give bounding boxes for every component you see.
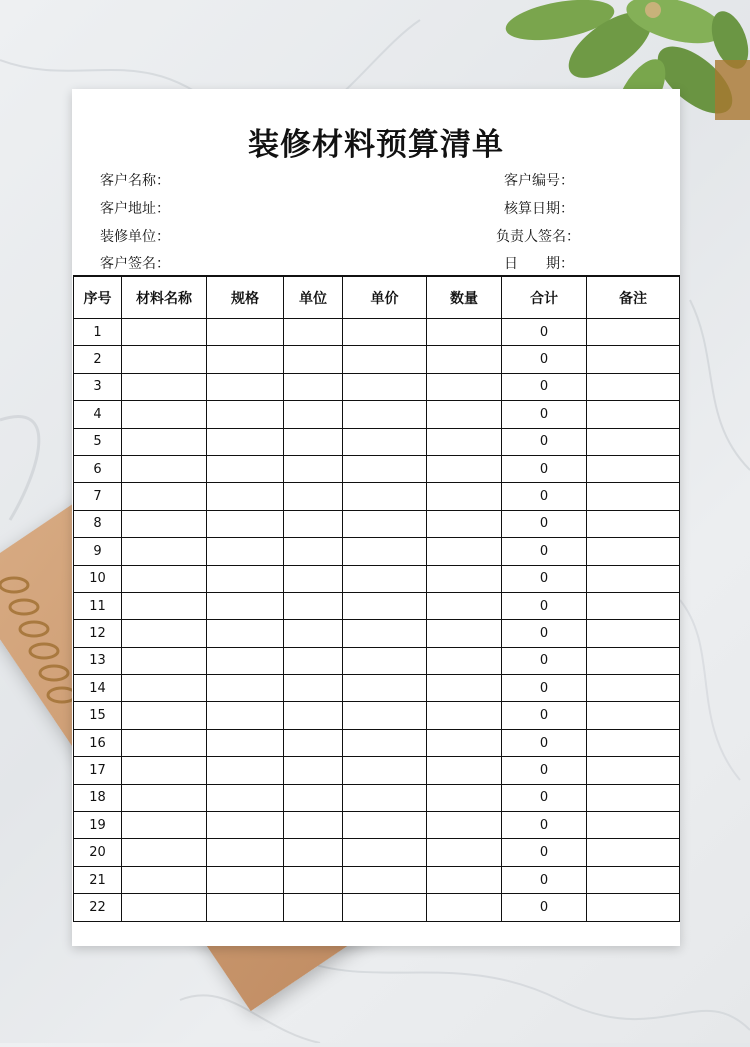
- row-total-cell: 0: [502, 483, 587, 510]
- customer-number-label: 客户编号：: [504, 173, 574, 189]
- table-cell[interactable]: [587, 894, 680, 921]
- customer-address-label: 客户地址：: [100, 201, 170, 217]
- table-cell[interactable]: [343, 757, 427, 784]
- row-total-cell: 0: [502, 647, 587, 674]
- row-total-cell: 0: [502, 319, 587, 346]
- table-row: [74, 894, 680, 921]
- table-row: [74, 373, 680, 400]
- row-number-cell: 2: [74, 346, 122, 373]
- table-cell[interactable]: [122, 812, 207, 839]
- table-cell[interactable]: [207, 675, 284, 702]
- table-cell[interactable]: [284, 455, 343, 482]
- header-unit-price: 单价: [343, 276, 427, 319]
- row-number-cell: 12: [74, 620, 122, 647]
- table-row: [74, 784, 680, 811]
- table-cell[interactable]: [122, 729, 207, 756]
- table-cell[interactable]: [427, 729, 502, 756]
- table-cell[interactable]: [207, 455, 284, 482]
- table-cell[interactable]: [284, 483, 343, 510]
- row-number-cell: 8: [74, 510, 122, 537]
- table-cell[interactable]: [122, 565, 207, 592]
- table-cell[interactable]: [427, 401, 502, 428]
- table-cell[interactable]: [343, 647, 427, 674]
- row-number-cell: 20: [74, 839, 122, 866]
- table-cell[interactable]: [284, 538, 343, 565]
- table-row: [74, 346, 680, 373]
- table-cell[interactable]: [122, 346, 207, 373]
- table-cell[interactable]: [427, 894, 502, 921]
- table-cell[interactable]: [587, 373, 680, 400]
- row-number-cell: 22: [74, 894, 122, 921]
- row-number-cell: 21: [74, 866, 122, 893]
- row-number-cell: 10: [74, 565, 122, 592]
- table-cell[interactable]: [587, 757, 680, 784]
- table-row: [74, 729, 680, 756]
- table-cell[interactable]: [122, 620, 207, 647]
- table-cell[interactable]: [587, 784, 680, 811]
- table-cell[interactable]: [122, 839, 207, 866]
- table-cell[interactable]: [343, 812, 427, 839]
- header-quantity: 数量: [427, 276, 502, 319]
- table-row: [74, 483, 680, 510]
- table-cell[interactable]: [207, 620, 284, 647]
- table-cell[interactable]: [207, 319, 284, 346]
- table-cell[interactable]: [122, 784, 207, 811]
- table-cell[interactable]: [207, 483, 284, 510]
- table-row: [74, 319, 680, 346]
- table-cell[interactable]: [284, 839, 343, 866]
- table-cell[interactable]: [587, 401, 680, 428]
- table-row: [74, 757, 680, 784]
- table-row: [74, 592, 680, 619]
- table-cell[interactable]: [427, 812, 502, 839]
- table-cell[interactable]: [284, 373, 343, 400]
- customer-name-label: 客户名称：: [100, 173, 170, 189]
- table-row: [74, 675, 680, 702]
- table-cell[interactable]: [207, 729, 284, 756]
- table-cell[interactable]: [207, 510, 284, 537]
- table-cell[interactable]: [207, 757, 284, 784]
- table-cell[interactable]: [122, 401, 207, 428]
- header-serial-no: 序号: [74, 276, 122, 319]
- table-row: [74, 401, 680, 428]
- contractor-label: 装修单位：: [100, 229, 170, 245]
- table-cell[interactable]: [427, 757, 502, 784]
- table-cell[interactable]: [343, 729, 427, 756]
- table-cell[interactable]: [207, 866, 284, 893]
- table-cell[interactable]: [343, 319, 427, 346]
- table-cell[interactable]: [207, 346, 284, 373]
- table-cell[interactable]: [587, 675, 680, 702]
- table-cell[interactable]: [587, 702, 680, 729]
- table-cell[interactable]: [343, 346, 427, 373]
- row-number-cell: 18: [74, 784, 122, 811]
- row-number-cell: 16: [74, 729, 122, 756]
- row-total-cell: 0: [502, 373, 587, 400]
- table-cell[interactable]: [587, 346, 680, 373]
- table-cell[interactable]: [284, 647, 343, 674]
- table-cell[interactable]: [343, 483, 427, 510]
- row-total-cell: 0: [502, 538, 587, 565]
- table-cell[interactable]: [587, 428, 680, 455]
- table-cell[interactable]: [207, 647, 284, 674]
- table-cell[interactable]: [587, 647, 680, 674]
- table-row: [74, 428, 680, 455]
- table-cell[interactable]: [587, 812, 680, 839]
- table-cell[interactable]: [343, 894, 427, 921]
- table-row: [74, 812, 680, 839]
- table-cell[interactable]: [587, 839, 680, 866]
- table-cell[interactable]: [427, 565, 502, 592]
- table-cell[interactable]: [207, 538, 284, 565]
- table-row: [74, 839, 680, 866]
- table-row: [74, 620, 680, 647]
- table-cell[interactable]: [122, 455, 207, 482]
- table-cell[interactable]: [284, 675, 343, 702]
- table-cell[interactable]: [343, 675, 427, 702]
- date-label: 日 期：: [504, 256, 574, 272]
- header-total: 合计: [502, 276, 587, 319]
- header-remarks: 备注: [587, 276, 680, 319]
- table-cell[interactable]: [122, 428, 207, 455]
- table-cell[interactable]: [587, 455, 680, 482]
- table-cell[interactable]: [427, 538, 502, 565]
- table-cell[interactable]: [427, 839, 502, 866]
- row-number-cell: 3: [74, 373, 122, 400]
- table-row: [74, 702, 680, 729]
- table-cell[interactable]: [207, 565, 284, 592]
- table-cell[interactable]: [587, 538, 680, 565]
- row-total-cell: 0: [502, 784, 587, 811]
- table-header-row: [74, 276, 680, 319]
- table-cell[interactable]: [122, 538, 207, 565]
- table-cell[interactable]: [343, 620, 427, 647]
- table-cell[interactable]: [207, 812, 284, 839]
- table-cell[interactable]: [343, 784, 427, 811]
- table-cell[interactable]: [284, 565, 343, 592]
- row-total-cell: 0: [502, 510, 587, 537]
- table-row: [74, 455, 680, 482]
- header-material-name: 材料名称: [122, 276, 207, 319]
- table-cell[interactable]: [284, 729, 343, 756]
- table-cell[interactable]: [343, 866, 427, 893]
- row-total-cell: 0: [502, 592, 587, 619]
- table-cell[interactable]: [427, 866, 502, 893]
- table-cell[interactable]: [427, 702, 502, 729]
- row-number-cell: 4: [74, 401, 122, 428]
- budget-table: [73, 275, 680, 922]
- customer-signature-label: 客户签名：: [100, 256, 170, 272]
- table-cell[interactable]: [587, 565, 680, 592]
- table-cell[interactable]: [284, 620, 343, 647]
- row-number-cell: 7: [74, 483, 122, 510]
- row-number-cell: 17: [74, 757, 122, 784]
- table-cell[interactable]: [343, 401, 427, 428]
- table-row: [74, 866, 680, 893]
- row-total-cell: 0: [502, 455, 587, 482]
- table-cell[interactable]: [343, 455, 427, 482]
- table-cell[interactable]: [122, 319, 207, 346]
- row-total-cell: 0: [502, 729, 587, 756]
- table-cell[interactable]: [207, 401, 284, 428]
- table-cell[interactable]: [122, 757, 207, 784]
- table-cell[interactable]: [284, 319, 343, 346]
- table-cell[interactable]: [284, 812, 343, 839]
- table-cell[interactable]: [587, 592, 680, 619]
- row-total-cell: 0: [502, 565, 587, 592]
- table-cell[interactable]: [207, 428, 284, 455]
- table-cell[interactable]: [587, 319, 680, 346]
- table-cell[interactable]: [284, 592, 343, 619]
- spiral-rings-decoration: [0, 575, 80, 725]
- table-cell[interactable]: [427, 592, 502, 619]
- row-total-cell: 0: [502, 866, 587, 893]
- table-body: [74, 319, 680, 922]
- table-cell[interactable]: [427, 647, 502, 674]
- table-cell[interactable]: [207, 592, 284, 619]
- table-cell[interactable]: [284, 866, 343, 893]
- table-cell[interactable]: [284, 346, 343, 373]
- table-cell[interactable]: [343, 592, 427, 619]
- table-cell[interactable]: [207, 702, 284, 729]
- row-total-cell: 0: [502, 675, 587, 702]
- row-total-cell: 0: [502, 702, 587, 729]
- table-cell[interactable]: [343, 538, 427, 565]
- table-cell[interactable]: [343, 839, 427, 866]
- table-cell[interactable]: [427, 428, 502, 455]
- row-number-cell: 1: [74, 319, 122, 346]
- row-number-cell: 6: [74, 455, 122, 482]
- table-cell[interactable]: [122, 866, 207, 893]
- row-number-cell: 19: [74, 812, 122, 839]
- table-cell[interactable]: [122, 510, 207, 537]
- table-cell[interactable]: [343, 702, 427, 729]
- table-cell[interactable]: [207, 894, 284, 921]
- table-row: [74, 510, 680, 537]
- table-cell[interactable]: [427, 675, 502, 702]
- table-cell[interactable]: [427, 373, 502, 400]
- header-unit: 单位: [284, 276, 343, 319]
- table-row: [74, 565, 680, 592]
- row-total-cell: 0: [502, 839, 587, 866]
- table-cell[interactable]: [284, 428, 343, 455]
- row-total-cell: 0: [502, 757, 587, 784]
- table-cell[interactable]: [122, 894, 207, 921]
- row-total-cell: 0: [502, 620, 587, 647]
- row-total-cell: 0: [502, 346, 587, 373]
- table-cell[interactable]: [587, 510, 680, 537]
- calculation-date-label: 核算日期：: [504, 201, 574, 217]
- table-cell[interactable]: [122, 373, 207, 400]
- row-total-cell: 0: [502, 812, 587, 839]
- table-cell[interactable]: [284, 401, 343, 428]
- table-cell[interactable]: [284, 784, 343, 811]
- table-cell[interactable]: [587, 866, 680, 893]
- row-number-cell: 13: [74, 647, 122, 674]
- row-number-cell: 15: [74, 702, 122, 729]
- table-cell[interactable]: [207, 839, 284, 866]
- table-row: [74, 538, 680, 565]
- table-cell[interactable]: [427, 784, 502, 811]
- table-cell[interactable]: [122, 702, 207, 729]
- table-cell[interactable]: [427, 455, 502, 482]
- budget-sheet: [72, 89, 680, 946]
- row-total-cell: 0: [502, 428, 587, 455]
- table-cell[interactable]: [207, 784, 284, 811]
- table-cell[interactable]: [427, 620, 502, 647]
- table-cell[interactable]: [343, 428, 427, 455]
- table-cell[interactable]: [343, 565, 427, 592]
- table-row: [74, 647, 680, 674]
- row-total-cell: 0: [502, 401, 587, 428]
- table-cell[interactable]: [207, 373, 284, 400]
- table-cell[interactable]: [587, 620, 680, 647]
- table-cell[interactable]: [427, 319, 502, 346]
- row-number-cell: 9: [74, 538, 122, 565]
- row-number-cell: 11: [74, 592, 122, 619]
- table-cell[interactable]: [284, 510, 343, 537]
- manager-signature-label: 负责人签名：: [496, 229, 580, 245]
- table-cell[interactable]: [284, 757, 343, 784]
- table-cell[interactable]: [427, 346, 502, 373]
- table-cell[interactable]: [427, 483, 502, 510]
- row-total-cell: 0: [502, 894, 587, 921]
- table-cell[interactable]: [343, 373, 427, 400]
- table-cell[interactable]: [284, 702, 343, 729]
- table-cell[interactable]: [343, 510, 427, 537]
- header-spec: 规格: [207, 276, 284, 319]
- table-cell[interactable]: [122, 483, 207, 510]
- table-cell[interactable]: [587, 729, 680, 756]
- table-cell[interactable]: [284, 894, 343, 921]
- page-title: 装修材料预算清单: [248, 127, 504, 163]
- row-number-cell: 5: [74, 428, 122, 455]
- table-cell[interactable]: [122, 647, 207, 674]
- table-cell[interactable]: [122, 675, 207, 702]
- row-number-cell: 14: [74, 675, 122, 702]
- table-cell[interactable]: [587, 483, 680, 510]
- table-cell[interactable]: [427, 510, 502, 537]
- table-cell[interactable]: [122, 592, 207, 619]
